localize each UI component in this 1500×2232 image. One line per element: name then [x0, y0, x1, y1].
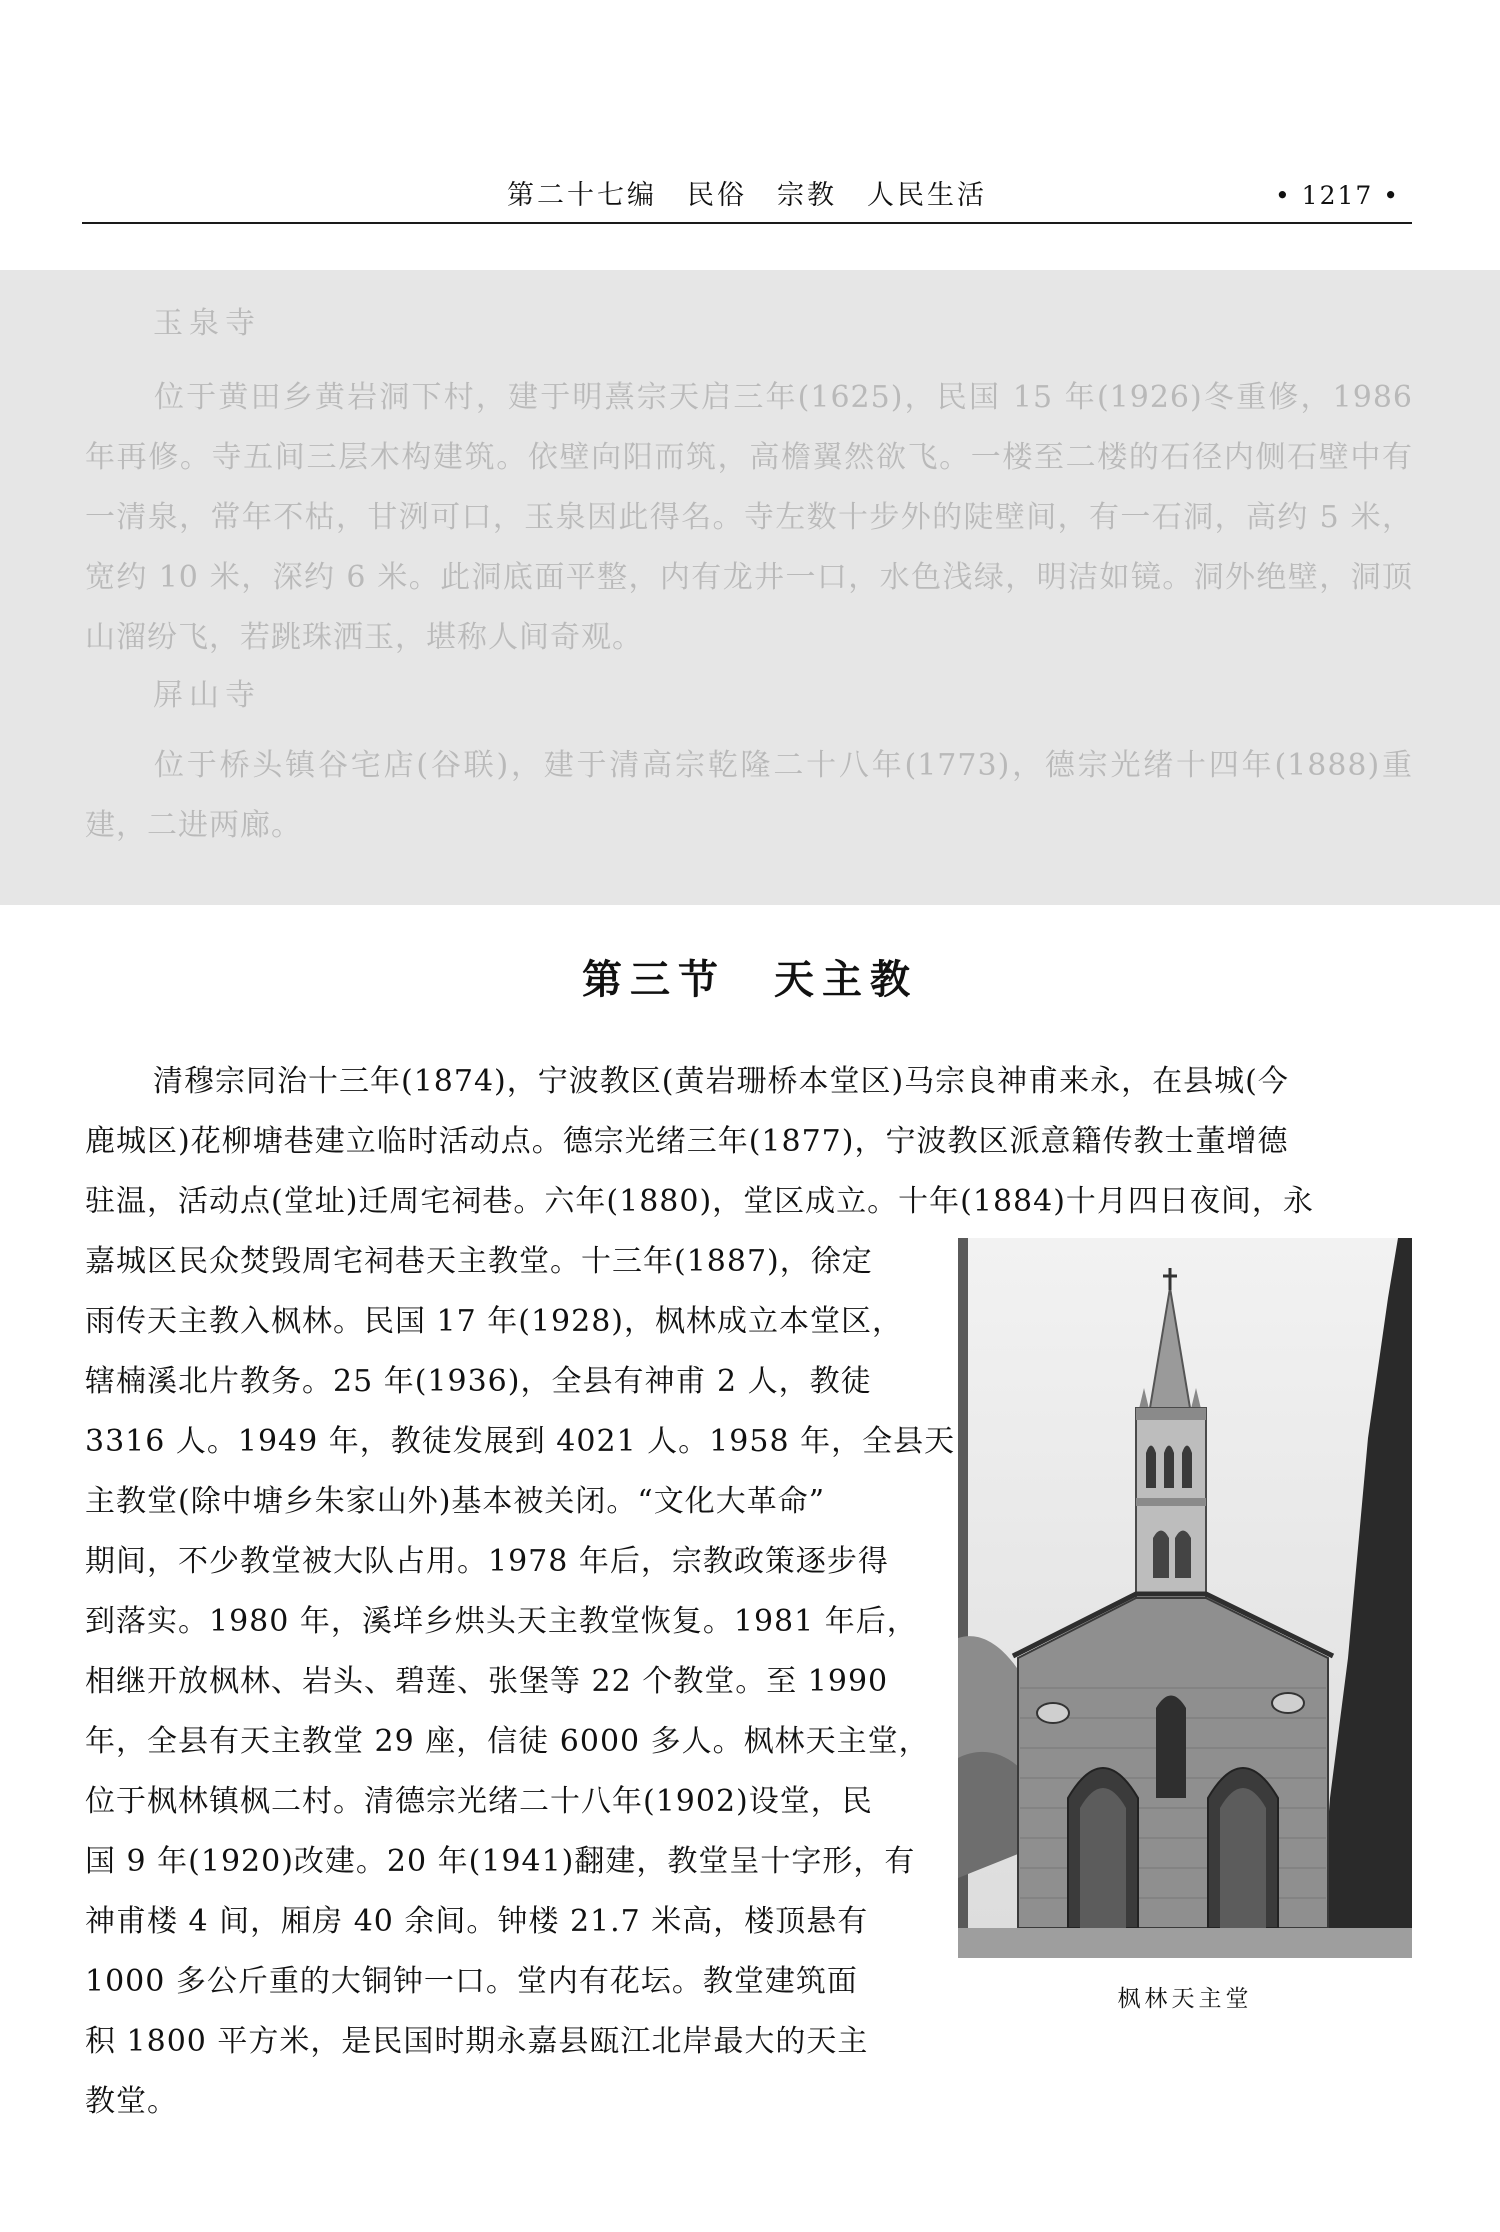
temple-paragraph-yuquan: 位于黄田乡黄岩洞下村，建于明熹宗天启三年(1625)，民国 15 年(1926)冬重修，1986 年再修。寺五间三层木构建筑。依壁向阳而筑，高檐翼然欲飞。一楼至二楼的石径内侧石壁中有一清泉，常年不枯，甘洌可口，玉泉因此得名。寺左数十步外的陡壁间，有一石洞，高约 5 米，宽约 10 米，深约 6 米。此洞底面平整，内有龙井一口，水色浅绿，明洁如镜。洞外绝壁，洞顶山溜纷飞，若跳珠洒玉，堪称人间奇观。: [85, 380, 1413, 655]
body-line: 国 9 年(1920)改建。20 年(1941)翻建，教堂呈十字形，有: [85, 1844, 916, 1879]
body-line: 年，全县有天主教堂 29 座，信徒 6000 多人。枫林天主堂，: [85, 1724, 930, 1759]
temple-heading-pingshan: 屏山寺: [153, 678, 261, 713]
body-line: 教堂。: [85, 2084, 178, 2119]
body-line: 积 1800 平方米，是民国时期永嘉县瓯江北岸最大的天主: [85, 2024, 869, 2059]
body-line: 辖楠溪北片教务。25 年(1936)，全县有神甫 2 人，教徒: [85, 1364, 872, 1399]
figure-caption: 枫林天主堂: [1117, 1986, 1253, 2012]
running-header: [82, 176, 1412, 224]
body-line: 主教堂(除中塘乡朱家山外)基本被关闭。“文化大革命”: [85, 1484, 826, 1519]
body-line: 1000 多公斤重的大铜钟一口。堂内有花坛。教堂建筑面: [85, 1964, 858, 1999]
temple-paragraph-pingshan: 位于桥头镇谷宅店(谷联)，建于清高宗乾隆二十八年(1773)，德宗光绪十四年(1888)重建，二进两廊。: [85, 748, 1413, 843]
temple-heading-yuquan: 玉泉寺: [153, 306, 261, 341]
body-line: 3316 人。1949 年，教徒发展到 4021 人。1958 年，全县天: [85, 1424, 956, 1459]
body-line: 神甫楼 4 间，厢房 40 余间。钟楼 21.7 米高，楼顶悬有: [85, 1904, 869, 1939]
church-photo-icon: [958, 1238, 1412, 1958]
body-line: 嘉城区民众焚毁周宅祠巷天主教堂。十三年(1887)，徐定: [85, 1244, 873, 1279]
chapter-title: 第二十七编 民俗 宗教 人民生活: [507, 180, 987, 211]
body-line: 雨传天主教入枫林。民国 17 年(1928)，枫林成立本堂区，: [85, 1304, 904, 1339]
page-number: • 1217 •: [1274, 181, 1400, 210]
body-line: 清穆宗同治十三年(1874)，宁波教区(黄岩珊桥本堂区)马宗良神甫来永，在县城(今: [153, 1064, 1289, 1099]
body-line: 位于枫林镇枫二村。清德宗光绪二十八年(1902)设堂，民: [85, 1784, 873, 1819]
body-line: 期间，不少教堂被大队占用。1978 年后，宗教政策逐步得: [85, 1544, 889, 1579]
faded-previous-content: [0, 270, 1500, 905]
section-title: 第三节 天主教: [582, 956, 918, 1003]
body-line: 鹿城区)花柳塘巷建立临时活动点。德宗光绪三年(1877)，宁波教区派意籍传教士董增德: [85, 1124, 1289, 1159]
body-line: 相继开放枫林、岩头、碧莲、张堡等 22 个教堂。至 1990: [85, 1664, 889, 1699]
body-line: 驻温，活动点(堂址)迁周宅祠巷。六年(1880)，堂区成立。十年(1884)十月四日夜间，永: [85, 1184, 1314, 1219]
body-line: 到落实。1980 年，溪垟乡烘头天主教堂恢复。1981 年后，: [85, 1604, 918, 1639]
